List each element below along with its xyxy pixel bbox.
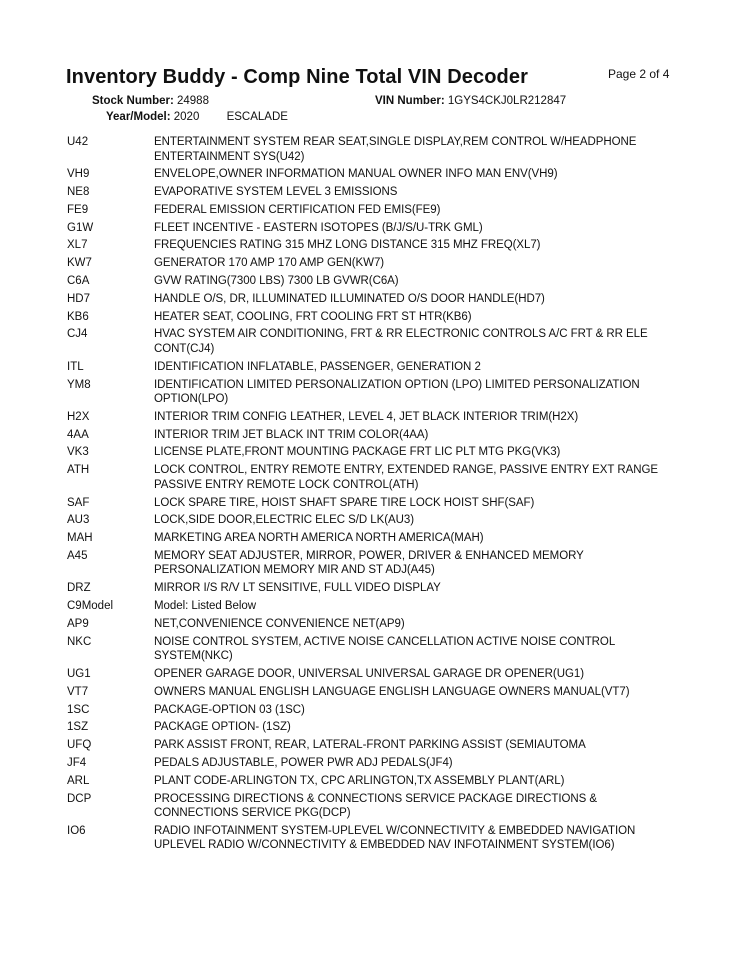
option-row <box>67 310 677 325</box>
option-code: MAH <box>67 532 93 545</box>
option-code: A45 <box>67 549 88 562</box>
option-description: EVAPORATIVE SYSTEM LEVEL 3 EMISSIONS <box>154 186 398 199</box>
page-title: Inventory Buddy - Comp Nine Total VIN Decoder <box>66 66 528 88</box>
option-description: NET,CONVENIENCE CONVENIENCE NET(AP9) <box>154 617 405 630</box>
option-description: LOCK SPARE TIRE, HOIST SHAFT SPARE TIRE LOCK HOIST SHF(SAF) <box>154 496 535 509</box>
option-description: LOCK,SIDE DOOR,ELECTRIC ELEC S/D LK(AU3) <box>154 514 415 527</box>
option-description: HANDLE O/S, DR, ILLUMINATED ILLUMINATED O/S DOOR HANDLE(HD7) <box>154 292 545 305</box>
option-code: VT7 <box>67 685 89 698</box>
option-row <box>67 599 677 614</box>
option-row <box>67 256 677 271</box>
year-model <box>106 111 288 123</box>
option-code: NKC <box>67 635 92 648</box>
option-row <box>67 617 677 632</box>
option-row <box>67 410 677 425</box>
stock-number-value: 24988 <box>177 95 209 107</box>
option-row <box>67 360 677 375</box>
option-description: NOISE CONTROL SYSTEM, ACTIVE NOISE CANCELLATION ACTIVE NOISE CONTROL SYSTEM(NKC) <box>154 635 615 663</box>
option-row <box>67 531 677 546</box>
option-code: VH9 <box>67 168 90 181</box>
option-row <box>67 463 677 492</box>
stock-number-label: Stock Number: <box>92 95 174 107</box>
option-code: JF4 <box>67 756 87 769</box>
option-row <box>67 549 677 578</box>
option-description: FREQUENCIES RATING 315 MHZ LONG DISTANCE 315 MHZ FREQ(XL7) <box>154 239 541 252</box>
option-code: 4AA <box>67 428 89 441</box>
option-row <box>67 581 677 596</box>
option-row <box>67 774 677 789</box>
option-description: PEDALS ADJUSTABLE, POWER PWR ADJ PEDALS(JF4) <box>154 756 453 769</box>
option-row <box>67 756 677 771</box>
page-number: Page 2 of 4 <box>608 67 670 81</box>
option-description: IDENTIFICATION INFLATABLE, PASSENGER, GENERATION 2 <box>154 360 481 373</box>
option-description: IDENTIFICATION LIMITED PERSONALIZATION OPTION (LPO) LIMITED PERSONALIZATION OPTION(LPO) <box>154 378 640 406</box>
option-description: PACKAGE-OPTION 03 (1SC) <box>154 703 305 716</box>
option-code: UFQ <box>67 739 92 752</box>
option-description: ENTERTAINMENT SYSTEM REAR SEAT,SINGLE DISPLAY,REM CONTROL W/HEADPHONE ENTERTAINMENT SYS(U42) <box>154 136 637 163</box>
option-description: MEMORY SEAT ADJUSTER, MIRROR, POWER, DRIVER & ENHANCED MEMORY PERSONALIZATION MEMORY MIR AND ST ADJ(A45) <box>154 549 584 577</box>
option-row <box>67 167 677 182</box>
option-code: U42 <box>67 136 89 148</box>
option-description: Model: Listed Below <box>154 600 256 613</box>
option-code: AU3 <box>67 514 90 527</box>
option-code: XL7 <box>67 239 88 252</box>
option-description: MARKETING AREA NORTH AMERICA NORTH AMERICA(MAH) <box>154 532 484 545</box>
option-code: NE8 <box>67 186 90 199</box>
option-row <box>67 327 677 356</box>
option-description: FEDERAL EMISSION CERTIFICATION FED EMIS(FE9) <box>154 203 441 216</box>
option-code: ITL <box>67 360 84 373</box>
option-code: C9Model <box>67 600 114 613</box>
option-row <box>67 238 677 253</box>
option-description: OWNERS MANUAL ENGLISH LANGUAGE ENGLISH LANGUAGE OWNERS MANUAL(VT7) <box>154 685 630 698</box>
option-code: HD7 <box>67 292 91 305</box>
option-row <box>67 185 677 200</box>
option-row <box>67 513 677 528</box>
option-code: KW7 <box>67 257 92 270</box>
option-code: VK3 <box>67 446 89 459</box>
option-description: PACKAGE OPTION- (1SZ) <box>154 721 291 734</box>
option-description: PARK ASSIST FRONT, REAR, LATERAL-FRONT PARKING ASSIST (SEMIAUTOMA <box>154 739 586 752</box>
vin-number-label: VIN Number: <box>375 95 445 107</box>
option-code: DCP <box>67 792 92 805</box>
option-row <box>67 667 677 682</box>
option-description: GVW RATING(7300 LBS) 7300 LB GVWR(C6A) <box>154 275 399 288</box>
model-value: ESCALADE <box>226 111 288 123</box>
option-description: LOCK CONTROL, ENTRY REMOTE ENTRY, EXTENDED RANGE, PASSIVE ENTRY EXT RANGE PASSIVE ENTRY REMOTE LOCK CONTROL(ATH) <box>154 464 658 491</box>
option-code-list <box>67 135 677 856</box>
year-model-label: Year/Model: <box>106 111 171 123</box>
option-code: 1SZ <box>67 721 89 734</box>
option-code: 1SC <box>67 703 90 716</box>
option-row <box>67 496 677 511</box>
option-description: INTERIOR TRIM CONFIG LEATHER, LEVEL 4, JET BLACK INTERIOR TRIM(H2X) <box>154 410 579 423</box>
option-row <box>67 703 677 718</box>
option-code: DRZ <box>67 582 91 595</box>
option-code: C6A <box>67 275 90 288</box>
option-code: KB6 <box>67 310 89 323</box>
option-row <box>67 221 677 236</box>
option-row <box>67 635 677 664</box>
option-row <box>67 445 677 460</box>
option-row <box>67 203 677 218</box>
option-description: OPENER GARAGE DOOR, UNIVERSAL UNIVERSAL GARAGE DR OPENER(UG1) <box>154 667 584 680</box>
option-code: IO6 <box>67 824 86 837</box>
stock-number <box>92 95 209 107</box>
option-row <box>67 378 677 407</box>
option-description: PLANT CODE-ARLINGTON TX, CPC ARLINGTON,TX ASSEMBLY PLANT(ARL) <box>154 774 565 787</box>
option-description: RADIO INFOTAINMENT SYSTEM-UPLEVEL W/CONNECTIVITY & EMBEDDED NAVIGATION UPLEVEL RADIO W/CONNECTIVITY & EMBEDDED NAV INFOTAINMENT SYSTEM(IO6) <box>154 824 636 852</box>
vin-number-value: 1GYS4CKJ0LR212847 <box>447 95 567 107</box>
option-code: YM8 <box>67 378 91 391</box>
option-row <box>67 720 677 735</box>
option-code: ATH <box>67 464 90 477</box>
option-row <box>67 135 677 164</box>
option-row <box>67 685 677 700</box>
option-code: AP9 <box>67 617 89 630</box>
option-row <box>67 274 677 289</box>
option-code: SAF <box>67 496 90 509</box>
option-row <box>67 792 677 821</box>
option-description: HVAC SYSTEM AIR CONDITIONING, FRT & RR ELECTRONIC CONTROLS A/C FRT & RR ELE CONT(CJ4) <box>154 328 648 355</box>
year-value: 2020 <box>173 111 200 123</box>
option-description: PROCESSING DIRECTIONS & CONNECTIONS SERVICE PACKAGE DIRECTIONS & CONNECTIONS SERVICE PKG(DCP) <box>154 792 598 819</box>
option-code: G1W <box>67 221 94 234</box>
option-row <box>67 824 677 853</box>
option-description: INTERIOR TRIM JET BLACK INT TRIM COLOR(4AA) <box>154 428 429 441</box>
option-code: CJ4 <box>67 328 88 341</box>
option-description: GENERATOR 170 AMP 170 AMP GEN(KW7) <box>154 257 385 270</box>
option-code: FE9 <box>67 203 89 216</box>
option-row <box>67 428 677 443</box>
option-row <box>67 738 677 753</box>
option-description: LICENSE PLATE,FRONT MOUNTING PACKAGE FRT LIC PLT MTG PKG(VK3) <box>154 446 561 459</box>
option-description: FLEET INCENTIVE - EASTERN ISOTOPES (B/J/S/U-TRK GML) <box>154 221 483 234</box>
option-description: ENVELOPE,OWNER INFORMATION MANUAL OWNER INFO MAN ENV(VH9) <box>154 168 558 181</box>
vin-number <box>375 95 566 107</box>
option-row <box>67 292 677 307</box>
option-description: MIRROR I/S R/V LT SENSITIVE, FULL VIDEO DISPLAY <box>154 582 441 595</box>
option-code: UG1 <box>67 667 91 680</box>
option-code: H2X <box>67 410 90 423</box>
option-code: ARL <box>67 774 90 787</box>
option-description: HEATER SEAT, COOLING, FRT COOLING FRT ST HTR(KB6) <box>154 310 472 323</box>
